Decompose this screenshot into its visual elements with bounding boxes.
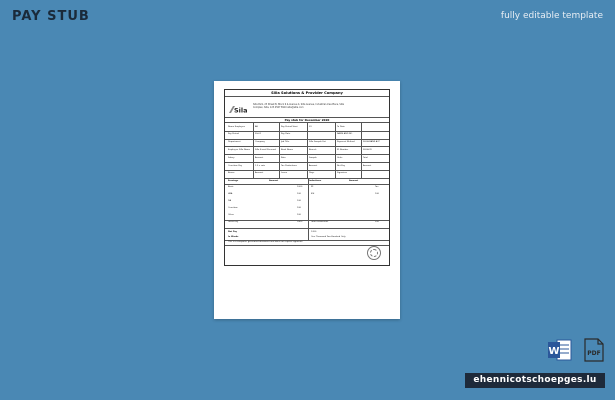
divider: [335, 123, 336, 178]
net-pay-label: Net Pay: [228, 231, 238, 233]
earnings-cell: 100: [297, 193, 301, 195]
info-cell: Amount: [363, 164, 372, 167]
info-cell: Units: [337, 156, 343, 159]
info-cell: SILLA BANK ACC: [363, 141, 381, 144]
earnings-cell: 100: [297, 214, 301, 216]
earnings-cell: 1400: [297, 221, 303, 223]
earnings-cell: 100: [297, 200, 301, 202]
address-line: Silla Park, 23 Street B, Block 6 & Avenue 4, Silla Avenue, Industrial Area Place, Silla: [253, 103, 344, 106]
earnings-cell: Overtime: [228, 207, 238, 209]
info-cell: Total: [363, 156, 368, 159]
info-cell: Amount: [309, 164, 318, 167]
earnings-header-cell: Earnings: [228, 180, 239, 182]
info-cell: ID Number: [337, 148, 349, 151]
earnings-header-cell: Deductions: [308, 180, 322, 182]
footer-note: This is a computer generated document and does not require signature.: [228, 241, 304, 243]
info-cell: Employee Silla Name: [228, 148, 251, 151]
info-cell: Bank Name: [281, 148, 294, 151]
info-cell: Pay Period Start: [281, 125, 298, 128]
earnings-cell: Other: [228, 214, 234, 216]
divider: [225, 96, 389, 97]
document-frame: [224, 89, 390, 266]
info-cell: Amount: [255, 172, 264, 175]
total-deductions-cell: Total Deductions: [311, 221, 329, 223]
company-name: Silla Solutions & Provider Company: [271, 91, 343, 95]
address-line: Complex, Silla, 123 4567 8910 silla@silla.com: [253, 106, 304, 109]
brand-watermark: ehennicotschoepges.lu: [465, 373, 605, 388]
info-cell: Leave: [281, 172, 288, 175]
divider: [361, 123, 362, 178]
info-cell: Net Pay: [337, 164, 345, 167]
earnings-cell: HRA: [228, 193, 233, 195]
info-cell: Days: [309, 172, 315, 175]
divider: [253, 123, 254, 178]
divider: [225, 220, 389, 221]
earnings-header-cell: Amount: [269, 180, 279, 182]
word-file-icon[interactable]: [548, 339, 572, 361]
pdf-file-icon[interactable]: [584, 338, 604, 362]
deductions-cell: ESI: [311, 193, 315, 195]
divider: [225, 228, 389, 229]
info-cell: SILLA ID: [363, 148, 372, 151]
in-words-label: In Words: [228, 236, 239, 238]
divider: [308, 228, 309, 240]
info-cell: Silla Sample Ext: [309, 141, 326, 144]
divider: [225, 184, 389, 185]
deductions-cell: 100: [375, 193, 379, 195]
earnings-header-cell: Amount: [349, 180, 359, 182]
deductions-cell: PF: [311, 186, 314, 188]
info-cell: Bonus: [228, 172, 235, 175]
earnings-cell: Basic: [228, 186, 234, 188]
info-cell: Pay Period: [228, 133, 239, 136]
info-cell: 1.5 x rate: [255, 164, 266, 167]
net-pay-value: 1200: [311, 231, 317, 233]
company-logo: [228, 104, 250, 115]
page-title: PAY STUB: [12, 9, 90, 24]
info-cell: Name Employee: [228, 125, 246, 128]
earnings-cell: DA: [228, 200, 231, 202]
divider: [225, 245, 389, 246]
info-cell: Department: [228, 141, 241, 144]
pay-stub-document: [214, 81, 400, 319]
info-cell: Overtime Pay: [228, 164, 243, 167]
info-cell: Rate: [281, 156, 286, 159]
divider: [307, 123, 308, 178]
info-cell: SS-01: [255, 133, 262, 136]
info-cell: 01: [309, 125, 312, 128]
earnings-cell: 100: [297, 207, 301, 209]
info-cell: Payment Method: [337, 141, 355, 144]
info-cell: Signature: [337, 172, 348, 175]
info-cell: Salary: [228, 156, 235, 159]
info-cell: Silla E-mail Personal: [255, 148, 276, 151]
info-cell: Job Title: [281, 141, 290, 144]
pay-title: Pay stub for December 2020: [284, 118, 330, 122]
earnings-cell: Gross Pay: [228, 221, 239, 223]
svg-text:W: W: [548, 346, 560, 357]
page-subtitle: fully editable template: [500, 11, 603, 21]
info-cell: Amount: [255, 156, 264, 159]
info-cell: Pay Date: [281, 133, 291, 136]
logo-text: Sila: [234, 106, 248, 115]
divider: [225, 178, 389, 179]
divider: [279, 123, 280, 178]
info-cell: AB: [255, 125, 258, 128]
info-cell: Sample: [309, 156, 317, 159]
info-cell: To Date: [337, 125, 345, 128]
deductions-cell: Tax: [375, 186, 379, 188]
company-seal: [367, 246, 381, 260]
info-cell: Company: [255, 141, 265, 144]
svg-text:PDF: PDF: [587, 350, 601, 357]
in-words-value: One Thousand Two Hundred Only: [311, 236, 346, 238]
info-cell: Tax Deductions: [281, 164, 297, 167]
company-address: [253, 103, 387, 109]
earnings-cell: 1000: [297, 186, 303, 188]
info-cell: NAME AND NO.: [337, 133, 353, 136]
info-cell: Branch: [309, 148, 317, 151]
total-deductions-cell: 200: [375, 221, 379, 223]
